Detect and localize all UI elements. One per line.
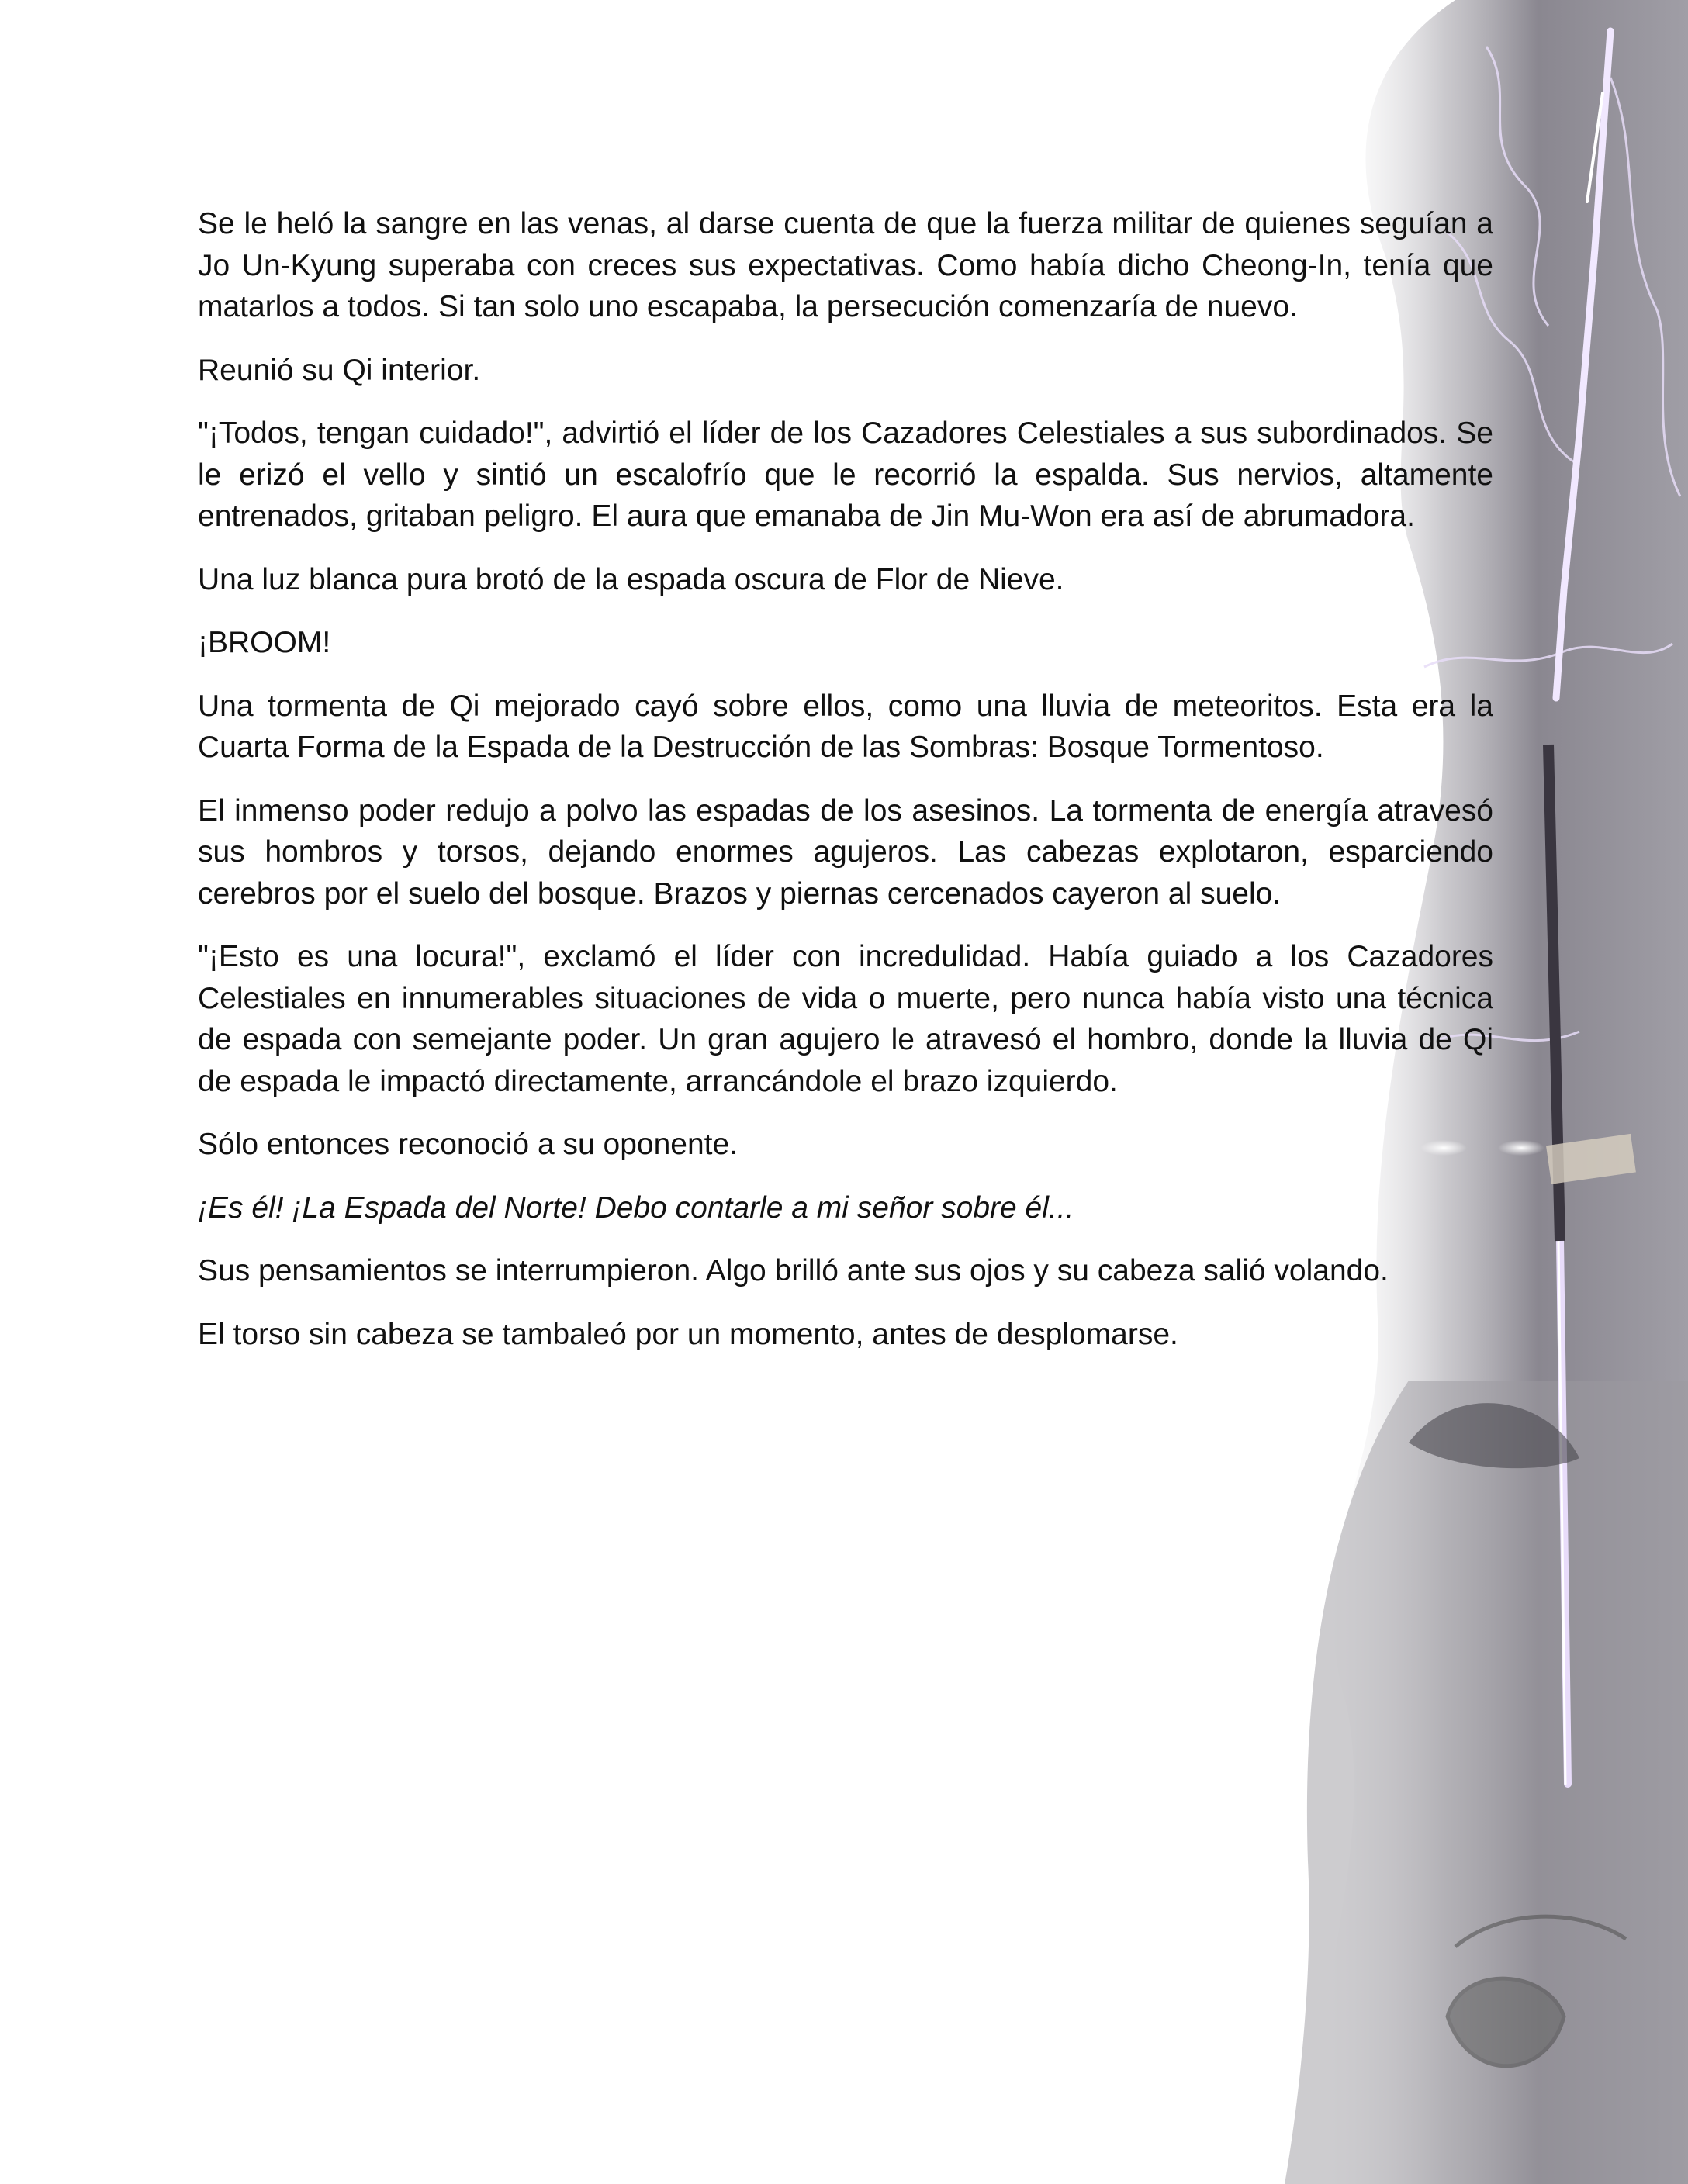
paragraph: Una tormenta de Qi mejorado cayó sobre ellos, como una lluvia de meteoritos. Esta era la Cuarta Forma de la Espada de la Destrucción de las Sombras: Bosque Tormentoso. [198, 689, 1493, 764]
paragraph: El inmenso poder redujo a polvo las espadas de los asesinos. La tormenta de energía atravesó sus hombros y torsos, dejando enormes agujeros. Las cabezas explotaron, esparciendo cerebros por el suelo del bosque. Brazos y piernas cercenados cayeron al suelo. [198, 793, 1493, 911]
paragraph: Se le heló la sangre en las venas, al darse cuenta de que la fuerza militar de quienes seguían a Jo Un-Kyung superaba con creces sus expectativas. Como había dicho Cheong-In, tenía que matarlos a todos. Si tan solo uno escapaba, la persecución comenzaría de nuevo. [198, 207, 1493, 323]
paragraph: ¡BROOM! [198, 626, 331, 659]
paragraph: El torso sin cabeza se tambaleó por un momento, antes de desplomarse. [198, 1317, 1178, 1351]
paragraph: Sólo entonces reconoció a su oponente. [198, 1128, 738, 1161]
paragraph: Sus pensamientos se interrumpieron. Algo brilló ante sus ojos y su cabeza salió volando. [198, 1254, 1389, 1287]
document-body [198, 203, 1493, 1377]
paragraph: "¡Esto es una locura!", exclamó el líder con incredulidad. Había guiado a los Cazadores Celestiales en innumerables situaciones de vida o muerte, pero nunca había visto una técnica de espada con semejante poder. Un gran agujero le atravesó el hombro, donde la lluvia de Qi de espada le impactó directamente, arrancándole el brazo izquierdo. [198, 940, 1493, 1098]
paragraph: Reunió su Qi interior. [198, 353, 481, 387]
italic-thought-paragraph: ¡Es él! ¡La Espada del Norte! Debo contarle a mi señor sobre él... [198, 1190, 1074, 1225]
paragraph: "¡Todos, tengan cuidado!", advirtió el líder de los Cazadores Celestiales a sus subordinados. Se le erizó el vello y sintió un escalofrío que le recorrió la espalda. Sus nervios, altamente entrenados, gritaban peligro. El aura que emanaba de Jin Mu-Won era así de abrumadora. [198, 416, 1493, 533]
paragraph: Una luz blanca pura brotó de la espada oscura de Flor de Nieve. [198, 562, 1064, 596]
